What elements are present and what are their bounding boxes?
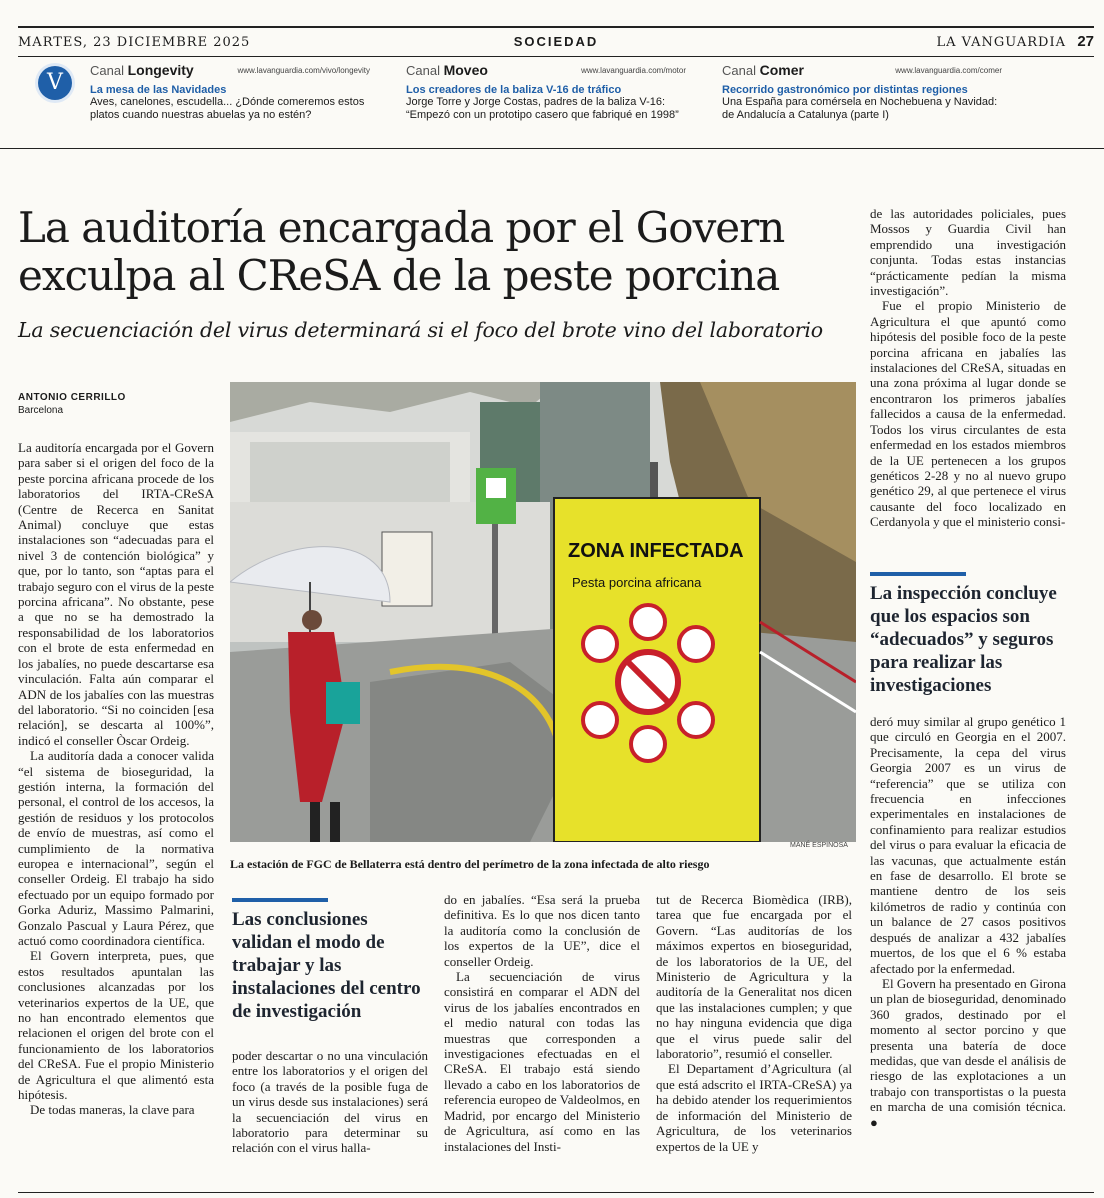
subhead-inspection: La inspección concluye que los espacios son “adecuados” y seguros para realizar las investigaciones [870, 583, 1057, 696]
newspaper-name: LA VANGUARDIA [936, 35, 1066, 50]
sign-subtitle: Pesta porcina africana [572, 575, 702, 590]
author-byline: ANTONIO CERRILLO [18, 392, 126, 403]
channel-url[interactable]: www.lavanguardia.com/vivo/longevity [237, 66, 370, 75]
channel-prefix: Canal [722, 63, 756, 78]
article-column-1 [18, 440, 214, 1118]
article-headline: La auditoría encargada por el Govern exculpa al CReSA de la peste porcina [18, 203, 785, 300]
channel-subtitle: La mesa de las Navidades [90, 84, 227, 96]
subhead-conclusions: Las conclusiones validan el modo de trabajar y las instalaciones del centro de investigación [232, 909, 421, 1022]
channel-subtitle: Recorrido gastronómico por distintas regiones [722, 84, 968, 96]
article-photo [230, 382, 856, 842]
paragraph: de las autoridades policiales, pues Mossos y Guardia Civil han emprendido una investigación conjunta. Todas estas instancias “prácticamente pedían la misma investigación”. [870, 206, 1066, 299]
strip-divider [0, 148, 1104, 149]
paragraph: La auditoría dada a conocer valida “el sistema de bioseguridad, la gestión interna, la formación del personal, el control de los accesos, la gestión de residuos y los protocolos de envío de muestras, así como el cumplimiento de la normativa europea e internacional”, según el conseller Ordeig. El trabajo ha sido efectuado por un equipo formado por Gorka Aduriz, Massimo Palmarini, Gonzalo Pascual y Laura Pérez, que actuó como coordinadora científica. [18, 748, 214, 948]
article-column-5-top [870, 206, 1066, 530]
article-deck: La secuenciación del virus determinará si el foco del brote vino del laboratorio [18, 318, 823, 342]
channel-name: Comer [759, 62, 804, 78]
channel-promo-longevity[interactable] [90, 62, 370, 122]
article-column-2 [232, 1048, 428, 1156]
paragraph: do en jabalíes. “Esa será la prueba definitiva. Es lo que nos dicen tanto la auditoría como la conclusión de los expertos de la UE”, dice el conseller Ordeig. [444, 892, 640, 969]
paragraph: Fue el propio Ministerio de Agricultura el que apuntó como hipótesis del posible foco de la peste porcina africana en jabalíes las instalaciones del CReSA, situadas en una zona próxima al lugar donde se encontraron los primeros jabalíes fallecidos a causa de la enfermedad. Todos los virus circulantes de esta enfermedad en los estados miembros de la UE pertenecen a los grupos genéticos 2-28 y no al nuevo grupo genético 29, al que pertenece el virus causante del foco localizado en Cerdanyola y que el ministerio consi- [870, 298, 1066, 530]
paragraph: De todas maneras, la clave para [30, 1102, 195, 1118]
sign-title: ZONA INFECTADA [568, 540, 744, 562]
channel-prefix: Canal [90, 63, 124, 78]
subhead-bar [232, 898, 328, 902]
paragraph: El Departament d’Agricultura (al que está adscrito el IRTA-CReSA) ya ha debido atender los requerimientos de información del Ministerio de Agricultura, de los veterinarios expertos de la UE y [656, 1061, 852, 1154]
subhead-bar [870, 572, 966, 576]
channel-url[interactable]: www.lavanguardia.com/motor [581, 66, 686, 75]
channel-text: Una España para comérsela en Nochebuena y Navidad: de Andalucía a Catalunya (parte I) [722, 96, 998, 121]
channel-subtitle: Los creadores de la baliza V-16 de tráfico [406, 84, 622, 96]
channel-text: Jorge Torre y Jorge Costas, padres de la baliza V-16: “Empezó con un prototipo casero que fabriqué en 1998” [406, 96, 679, 121]
paragraph: La auditoría encargada por el Govern para saber si el origen del foco de la peste porcina africana procede de los laboratorios del IRTA-CReSA (Centre de Recerca en Sanitat Animal) concluye que estas instalaciones son “adecuadas para el nivel 3 de contención biológica” y que, por lo tanto, son “aptas para el trabajo seguro con el virus de la peste porcina africana”. No obstante, pese a que no se ha demostrado la responsabilidad de los laboratorios con el brote de esta enfermedad en los jabalíes, no puede descartarse esa vinculación. Falta aún comparar el ADN de los jabalíes con las muestras del laboratorio. “Si no coinciden [esa relación], se descarta al 100%”, indicó el conseller Òscar Ordeig. [18, 440, 215, 748]
channel-url[interactable]: www.lavanguardia.com/comer [895, 66, 1002, 75]
section-name: SOCIEDAD [513, 34, 599, 49]
page-bottom-rule [18, 1192, 1094, 1193]
paragraph: El Govern interpreta, pues, que estos resultados apuntalan las conclusiones alcanzadas por los veterinarios expertos de la UE, que no han encontrado elementos que relacionen el origen del brote con el funcionamiento de los laboratorios del CReSA. Fue el propio Ministerio de Agricultura el que alimentó esta hipótesis. [18, 948, 214, 1103]
article-column-5-bottom [870, 714, 1066, 1130]
channel-prefix: Canal [406, 63, 440, 78]
paragraph: La secuenciación de virus consistirá en comparar el ADN del virus de los jabalíes encontrados en el medio natural con todas las muestras que corresponden a investigaciones efectuadas en el CReSA. El trabajo está siendo llevado a cabo en los laboratorios de referencia europeo de Valdeolmos, en Madrid, por encargo del Ministerio de Agricultura, así como en las instalaciones del Insti- [444, 969, 640, 1154]
author-city: Barcelona [18, 405, 64, 416]
paragraph: poder descartar o no una vinculación entre los laboratorios y el origen del foco (a través de la posible fuga de un virus desde sus instalaciones) será la secuenciación del virus en laboratorio para determinar su relación con el virus halla- [232, 1048, 428, 1156]
vanguardia-logo-icon: V [38, 66, 72, 100]
photo-credit: MANÉ ESPINOSA [790, 842, 848, 849]
paragraph: tut de Recerca Biomèdica (IRB), tarea que fue encargada por el Govern. “Las auditorías de los máximos expertos en bioseguridad, de los laboratorios de la UE, del Ministerio de Agricultura y la auditoría de la Generalitat nos dicen que las instalaciones cumplen; y que no hay ninguna evidencia que diga que el virus puede salir del laboratorio”, resumió el conseller. [656, 892, 852, 1062]
photo-illustration [230, 382, 856, 842]
channel-promo-moveo[interactable] [406, 62, 686, 122]
masthead [18, 26, 1094, 57]
photo-caption: La estación de FGC de Bellaterra está dentro del perímetro de la zona infectada de alto riesgo [230, 857, 710, 871]
paragraph: El Govern ha presentado en Girona un plan de bioseguridad, denominado 360 grados, destinado por el momento al sector porcino y que presenta una batería de doce medidas, que van desde el análisis de riesgo de las explotaciones a un trabajo con transportistas o la puesta en marcha de una comisión técnica. ● [870, 975, 1066, 1130]
article-column-4 [656, 892, 852, 1154]
page-number: 27 [1077, 33, 1094, 50]
issue-date: MARTES, 23 DICIEMBRE 2025 [18, 35, 251, 50]
channel-text: Aves, canelones, escudella... ¿Dónde comeremos estos platos cuando nuestras abuelas ya no estén? [90, 96, 365, 121]
article-column-3 [444, 892, 640, 1154]
paragraph: deró muy similar al grupo genético 1 que circuló en Georgia en el 2007. Precisamente, la cepa del virus Georgia 2007 es un virus de “referencia” que se utiliza con frecuencia en infecciones experimentales en instalaciones de confinamiento para realizar estudios del virus o para evaluar la eficacia de las vacunas, que actualmente están en fase de desarrollo. El brote se mantiene dentro de los seis kilómetros de radio y continúa con un balance de 27 casos positivos después de analizar a 432 jabalíes muertos, de los que el 6 % estaba afectado por la enfermedad. [870, 714, 1066, 976]
channel-name: Longevity [127, 62, 194, 78]
channel-name: Moveo [443, 62, 488, 78]
channel-promo-comer[interactable] [722, 62, 1002, 122]
